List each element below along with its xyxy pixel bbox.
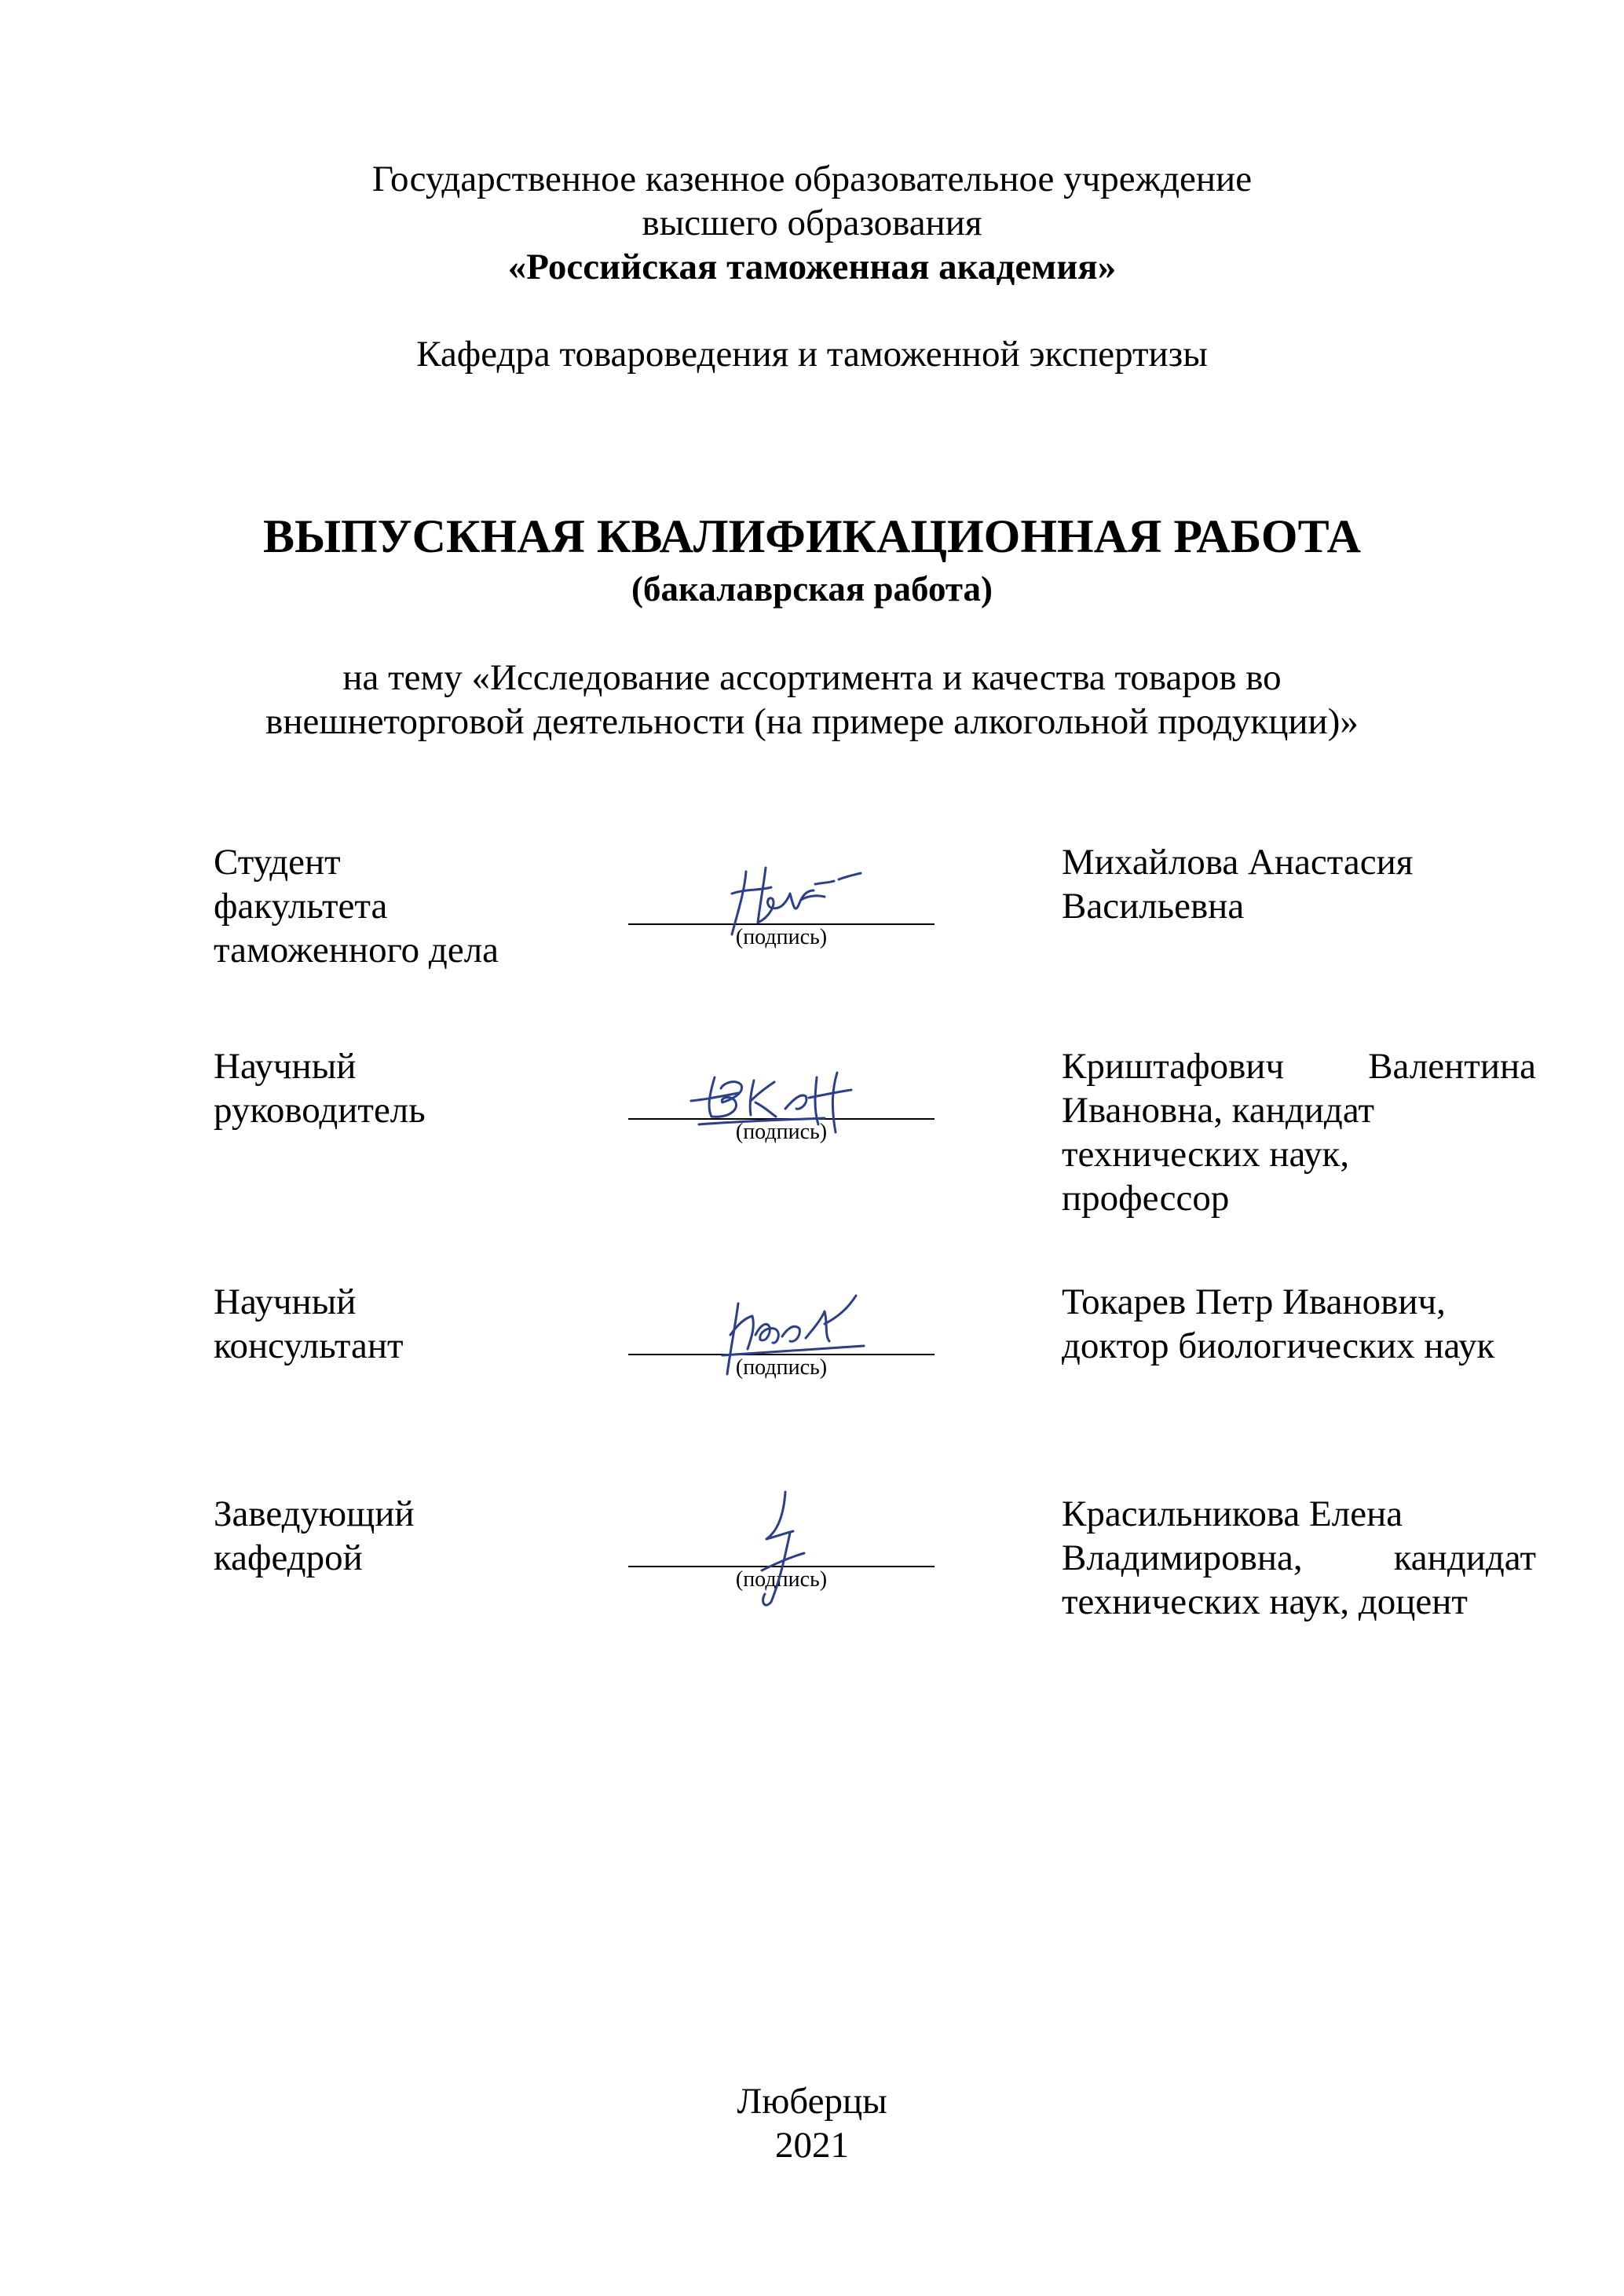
topic-line2: внешнеторговой деятельности (на примере алкогольной продукции)» [265,701,1359,742]
handwritten-signature-supervisor [683,1062,887,1140]
topic-line1: на тему «Исследование ассортимента и качества товаров во [342,657,1282,698]
institution-name: «Российская таможенная академия» [507,247,1117,287]
handwritten-signature-student [715,856,872,942]
person-name: Михайлова Анастасия Васильевна [1062,842,1414,927]
role-label: Заведующий кафедрой [214,1493,415,1578]
signature-caption: (подпись) [735,1120,828,1144]
signature-caption: (подпись) [735,1355,828,1380]
person-name: Криштафович Валентина Ивановна, кандидат технических наук, профессор [1062,1046,1536,1219]
signature-field [613,1492,950,1592]
role-label: Научный консультант [214,1281,404,1366]
role-label: Научный руководитель [214,1046,426,1131]
person-name: Красильникова Елена Владимировна, кандидат технических наук, доцент [1062,1493,1536,1622]
person-name: Токарев Петр Иванович, доктор биологических наук [1062,1281,1495,1366]
city: Люберцы [737,2081,887,2122]
handwritten-signature-head [738,1484,832,1618]
signature-field [613,1280,950,1380]
work-title: ВЫПУСКНАЯ КВАЛИФИКАЦИОННАЯ РАБОТА [263,510,1361,562]
signature-field [613,840,950,949]
signature-caption: (подпись) [735,1567,828,1592]
year: 2021 [775,2125,849,2166]
signature-field [613,1044,950,1144]
role-label: Студент факультета таможенного дела [214,842,499,971]
department: Кафедра товароведения и таможенной экспертизы [416,334,1208,375]
work-subtitle: (бакалаврская работа) [631,569,993,609]
institution-line2: высшего образования [642,203,982,243]
institution-line1: Государственное казенное образовательное учреждение [371,159,1253,199]
handwritten-signature-consultant [707,1280,880,1382]
signature-caption: (подпись) [735,925,828,949]
